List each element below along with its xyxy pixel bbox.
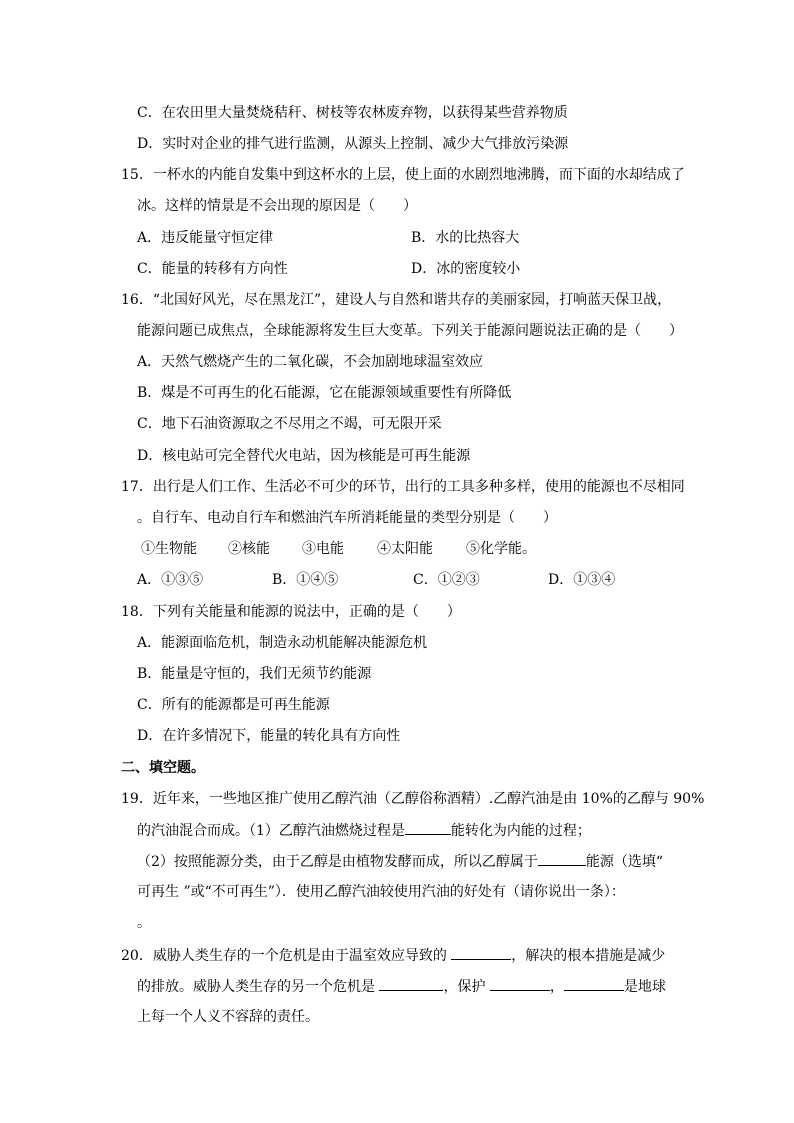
q20-line2-text-a: 的排放。威胁人类生存的另一个危机是 [137,979,380,995]
q15-option-b: B．水的比热容大 [411,230,520,246]
q20-line1-text-b: ，解决的根本措施是减少 [511,948,666,964]
q19-blank-1[interactable] [405,820,451,835]
q20-line2-text-c: ， [549,979,564,995]
q20-stem-line1 [121,945,665,966]
q15-stem-line2: 冰。这样的情景是不会出现的原因是（ ） [137,198,417,214]
q15-option-c: C．能量的转移有方向性 [137,261,288,277]
q17-stem-line1: 17．出行是人们工作、生活必不可少的环节，出行的工具多种多样，使用的能源也不尽相同 [121,479,685,495]
q17-option-a: A．①③⑤ [137,572,204,588]
q19-line2-text-a: 的汽油混合而成。（1）乙醇汽油燃烧过程是 [137,823,405,839]
q17-item-1: ①生物能 [141,541,197,557]
q19-stem-line1: 19．近年来，一些地区推广使用乙醇汽油（乙醇俗称酒精）.乙醇汽油是由 10%的乙醇与 90% [121,791,705,807]
q17-option-d: D．①③④ [548,572,616,588]
q14-option-d: D．实时对企业的排气进行监测，从源头上控制、减少大气排放污染源 [137,136,569,152]
q19-line3-text-a: （2）按照能源分类，由于乙醇是由植物发酵而成，所以乙醇属于 [137,854,538,870]
q20-blank-2[interactable] [379,976,443,991]
q16-stem-line1: 16．“北国好风光，尽在黑龙江”，建设人与自然和谐共存的美丽家园，打响蓝天保卫战， [121,292,672,308]
q20-blank-1[interactable] [451,945,511,960]
q20-blank-3[interactable] [490,976,550,991]
q16-option-a: A．天然气燃烧产生的二氧化碳，不会加剧地球温室效应 [137,354,484,370]
q17-item-2: ②核能 [228,541,270,557]
q15-option-d: D．冰的密度较小 [411,261,521,277]
q17-item-3: ③电能 [302,541,344,557]
q19-stem-line5: 。 [137,915,151,931]
q17-stem-line2: 。自行车、电动自行车和燃油汽车所消耗能量的类型分别是（ ） [137,510,557,526]
q17-option-c: C．①②③ [413,572,480,588]
q17-item-4: ④太阳能 [377,541,433,557]
q18-option-a: A．能源面临危机，制造永动机能解决能源危机 [137,635,428,651]
q14-option-c: C．在农田里大量焚烧秸秆、树枝等农林废弃物，以获得某些营养物质 [137,105,568,121]
q20-line2-text-d: 是地球 [623,979,666,995]
q19-stem-line4: 可再生 ”或“不可再生”）．使用乙醇汽油较使用汽油的好处有（请你说出一条）： [137,884,625,900]
q20-stem-line2 [137,976,666,997]
q16-option-b: B．煤是不可再生的化石能源，它在能源领域重要性有所降低 [137,385,512,401]
q15-option-a: A．违反能量守恒定律 [137,230,274,246]
q18-option-d: D．在许多情况下，能量的转化具有方向性 [137,728,401,744]
q18-option-c: C．所有的能源都是可再生能源 [137,697,330,713]
q20-stem-line3: 上每一个人义不容辞的责任。 [137,1009,319,1025]
q16-stem-line2: 能源问题已成焦点，全球能源将发生巨大变革。下列关于能源问题说法正确的是（ ） [137,323,683,339]
q16-option-d: D．核电站可完全替代火电站，因为核能是可再生能源 [137,448,471,464]
q19-line3-text-b: 能源（选填“ [585,854,664,870]
q20-line2-text-b: ，保护 [443,979,490,995]
q17-option-b: B．①④⑤ [272,572,339,588]
q19-stem-line2 [137,820,591,841]
q15-stem-line1: 15．一杯水的内能自发集中到这杯水的上层，使上面的水剧烈地沸腾，而下面的水却结成了 [121,167,685,183]
q17-item-5: ⑤化学能。 [466,541,536,557]
q18-stem: 18．下列有关能量和能源的说法中，正确的是（ ） [121,604,461,620]
q18-option-b: B．能量是守恒的，我们无须节约能源 [137,666,372,682]
section-heading-fill-blank: 二、填空题。 [121,760,205,776]
q19-stem-line3 [137,851,663,872]
q20-blank-4[interactable] [564,976,624,991]
q19-blank-2[interactable] [538,851,586,866]
q16-option-c: C．地下石油资源取之不尽用之不竭，可无限开采 [137,416,442,432]
q19-line2-text-b: 能转化为内能的过程； [450,823,591,839]
q20-line1-text-a: 20．威胁人类生存的一个危机是由于温室效应导致的 [121,948,452,964]
